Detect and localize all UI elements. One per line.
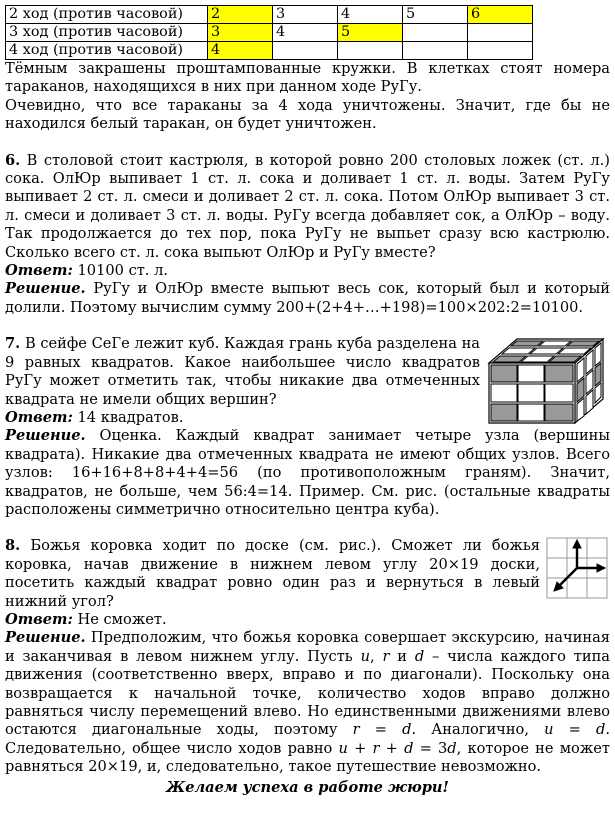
- table-cell: [273, 42, 338, 60]
- closing-wish: Желаем успеха в работе жюри!: [166, 778, 449, 796]
- problem-7-solution: [5, 427, 610, 519]
- table-cell: 4: [273, 24, 338, 42]
- table-cell: 2: [208, 6, 273, 24]
- problem-8-number: 8.: [5, 537, 21, 555]
- solution-fragment: = 3: [413, 739, 448, 757]
- solution-fragment: . Следовательно, общее число ходов равно: [5, 721, 610, 757]
- table-cell: 5: [338, 24, 403, 42]
- solution-fragment: – числа каждого типа движения (соответственно вверх, вправо и по диагонали). Поскольку она возвращается к начальной точке, количество ходов вправо должно равняться числу перемещений влево. Но единственными движениями влево остаются диагональные ходы, поэтому: [5, 647, 610, 739]
- problem-6-statement: [5, 152, 610, 262]
- table-cell: 3: [208, 24, 273, 42]
- table-cell: [468, 42, 533, 60]
- table-cell: [403, 42, 468, 60]
- table-cell: [468, 24, 533, 42]
- solution-fragment: , которое не может равняться 20×19, и, следовательно, такое путешествие невозможно.: [5, 739, 610, 776]
- solution-fragment: Предположим, что божья коровка совершает экскурсию, начиная и заканчивая в левом нижнем углу. Пусть: [5, 629, 610, 665]
- solution-fragment: . Аналогично,: [411, 721, 545, 739]
- table-cell: [403, 24, 468, 42]
- table-cell: 4: [208, 42, 273, 60]
- table-cell: [338, 42, 403, 60]
- answer-label: Ответ:: [5, 262, 73, 280]
- solution-text: [5, 629, 610, 775]
- math-variable: u + r + d: [338, 739, 414, 757]
- problem-8-statement: [5, 537, 610, 611]
- math-variable: d: [447, 739, 457, 757]
- moves-table: [5, 5, 533, 60]
- table-row: [6, 24, 533, 42]
- ladybug-moves-figure: [546, 537, 608, 599]
- solution-text: РуГу и ОлЮр вместе выпьют весь сок, который был и который долили. Поэтому вычислим сумму 200+(2+4+…+198)=100×202:2=10100.: [5, 280, 610, 316]
- problem-6-number: 6.: [5, 151, 21, 169]
- row-label: 4 ход (против часовой): [6, 42, 208, 60]
- problem-7-number: 7.: [5, 335, 21, 353]
- problem-6-solution: [5, 280, 610, 317]
- math-variable: r = d: [352, 721, 412, 739]
- answer-label: Ответ:: [5, 610, 73, 628]
- solution-label: Решение.: [5, 629, 86, 647]
- math-variable: u = d: [544, 721, 606, 739]
- row-label: 2 ход (против часовой): [6, 6, 208, 24]
- answer-value: 10100 ст. л.: [77, 262, 168, 280]
- problem-7-text: В сейфе СеГе лежит куб. Каждая грань куба разделена на 9 равных квадратов. Какое наибольшее число квадратов РуГу может отметить так, чтобы никакие два отмеченных квадрата не имели общих вершин?: [5, 335, 480, 408]
- problem-8-answer: [5, 611, 610, 629]
- problem-8-text: Божья коровка ходит по доске (см. рис.). Сможет ли божья коровка, начав движение в нижнем левом углу 20×19 доски, посетить каждый квадрат ровно один раз и вернуться в левый нижний угол?: [5, 537, 540, 610]
- table-cell: 4: [338, 6, 403, 24]
- solution-label: Решение.: [5, 280, 86, 298]
- answer-value: Не сможет.: [77, 610, 167, 628]
- solution-fragment: и: [389, 647, 415, 665]
- row-label: 3 ход (против часовой): [6, 24, 208, 42]
- table-cell: 6: [468, 6, 533, 24]
- problem-8: [5, 537, 610, 776]
- solution-text: Оценка. Каждый квадрат занимает четыре узла (вершины квадрата). Никакие два отмеченных квадрата не имеют общих узлов. Всего узлов: 16+16+8+8+4+4=56 (по противоположным граням). Значит, квадратов, не больше, чем 56:4=14. Пример. См. рис. (остальные квадраты расположены симметрично относительно центра куба).: [5, 427, 611, 518]
- table-row: [6, 42, 533, 60]
- solution-label: Решение.: [5, 427, 86, 445]
- answer-value: 14 квадратов.: [77, 408, 184, 426]
- cube-figure: [485, 335, 607, 427]
- table-row: [6, 6, 533, 24]
- solution-fragment: ,: [369, 647, 383, 665]
- problem-6: [5, 152, 610, 318]
- answer-label: Ответ:: [5, 408, 73, 426]
- intro-text-1: Тёмным закрашены проштампованные кружки. В клетках стоят номера тараканов, находящихся в них при данном ходе РуГу.: [5, 60, 610, 96]
- problem-6-answer: [5, 262, 610, 280]
- page: [5, 5, 610, 797]
- problem-7: [5, 335, 610, 519]
- math-variable: u: [360, 647, 370, 665]
- table-cell: 5: [403, 6, 468, 24]
- math-variable: r: [382, 647, 390, 665]
- problem-8-solution: [5, 629, 610, 776]
- intro-text-2: Очевидно, что все тараканы за 4 хода уничтожены. Значит, где бы не находился белый таракан, он будет уничтожен.: [5, 96, 610, 133]
- problem-6-text: В столовой стоит кастрюля, в которой ровно 200 столовых ложек (ст. л.) сока. ОлЮр выпивает 1 ст. л. сока и доливает 1 ст. л. воды. Затем РуГу выпивает 2 ст. л. смеси и доливает 2 ст. л. сока. Потом ОлЮр выпивает 3 ст. л. смеси и доливает 3 ст. л. воды. РуГу всегда добавляет сок, а ОлЮр – воду. Так продолжается до тех пор, пока РуГу не выпьет сразу всю кастрюлю. Сколько всего ст. л. сока выпьют ОлЮр и РуГу вместе?: [5, 151, 610, 261]
- table-cell: 3: [273, 6, 338, 24]
- math-variable: d: [414, 647, 425, 665]
